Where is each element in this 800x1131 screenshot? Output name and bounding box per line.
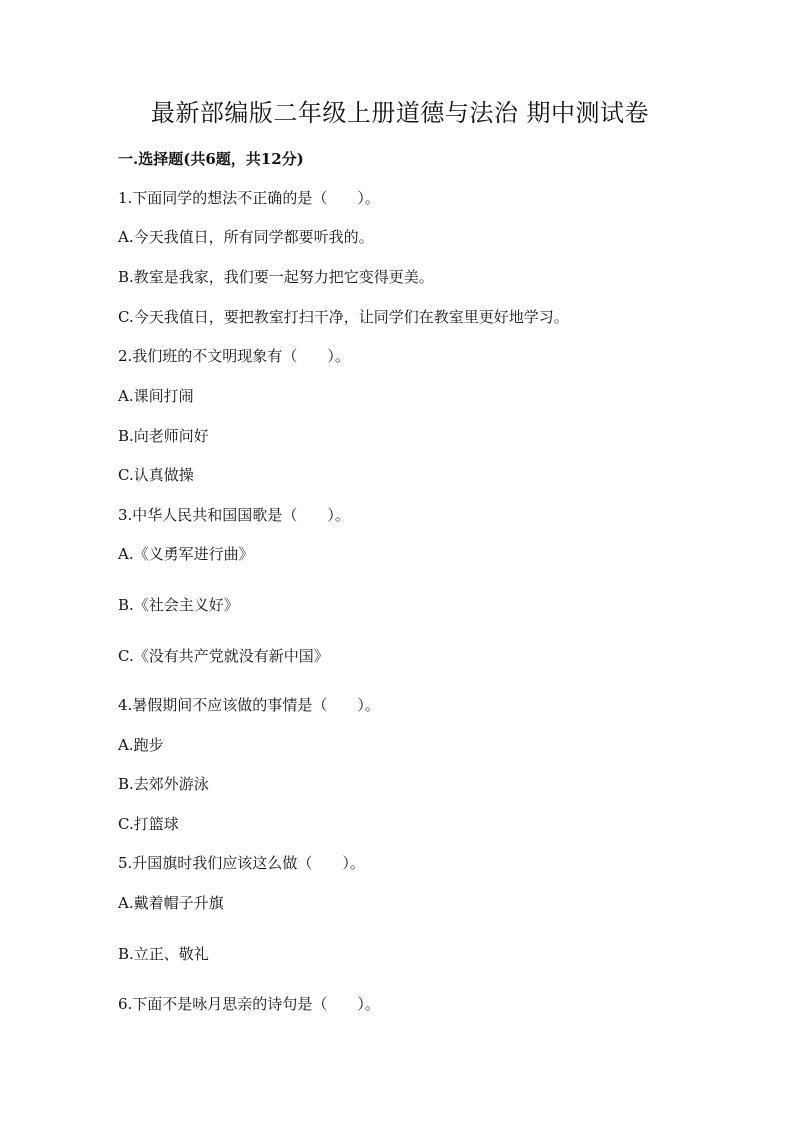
page-title: 最新部编版二年级上册道德与法治 期中测试卷 bbox=[150, 99, 650, 127]
question-3-option-b: B.《社会主义好》 bbox=[118, 596, 239, 614]
question-1-option-a: A.今天我值日，所有同学都要听我的。 bbox=[118, 228, 374, 246]
question-2-option-a: A.课间打闹 bbox=[118, 387, 194, 405]
section-heading: 一.选择题(共6题，共12分) bbox=[118, 150, 304, 168]
question-4-option-c: C.打篮球 bbox=[118, 815, 179, 833]
question-4-stem: 4.暑假期间不应该做的事情是（ ）。 bbox=[118, 696, 380, 714]
question-2-option-c: C.认真做操 bbox=[118, 466, 194, 484]
question-5-option-b: B.立正、敬礼 bbox=[118, 945, 209, 963]
question-4-option-b: B.去郊外游泳 bbox=[118, 775, 209, 793]
question-3-stem: 3.中华人民共和国国歌是（ ）。 bbox=[118, 506, 350, 524]
question-3-option-a: A.《义勇军进行曲》 bbox=[118, 545, 254, 563]
question-5-stem: 5.升国旗时我们应该这么做（ ）。 bbox=[118, 854, 365, 872]
question-4-option-a: A.跑步 bbox=[118, 736, 164, 754]
question-1-option-b: B.教室是我家，我们要一起努力把它变得更美。 bbox=[118, 268, 434, 286]
question-2-stem: 2.我们班的不文明现象有（ ）。 bbox=[118, 347, 350, 365]
question-1-stem: 1.下面同学的想法不正确的是（ ）。 bbox=[118, 189, 380, 207]
question-2-option-b: B.向老师问好 bbox=[118, 427, 209, 445]
question-1-option-c: C.今天我值日，要把教室打扫干净，让同学们在教室里更好地学习。 bbox=[118, 308, 569, 326]
question-5-option-a: A.戴着帽子升旗 bbox=[118, 894, 224, 912]
question-6-stem: 6.下面不是咏月思亲的诗句是（ ）。 bbox=[118, 995, 380, 1013]
question-3-option-c: C.《没有共产党就没有新中国》 bbox=[118, 647, 329, 665]
